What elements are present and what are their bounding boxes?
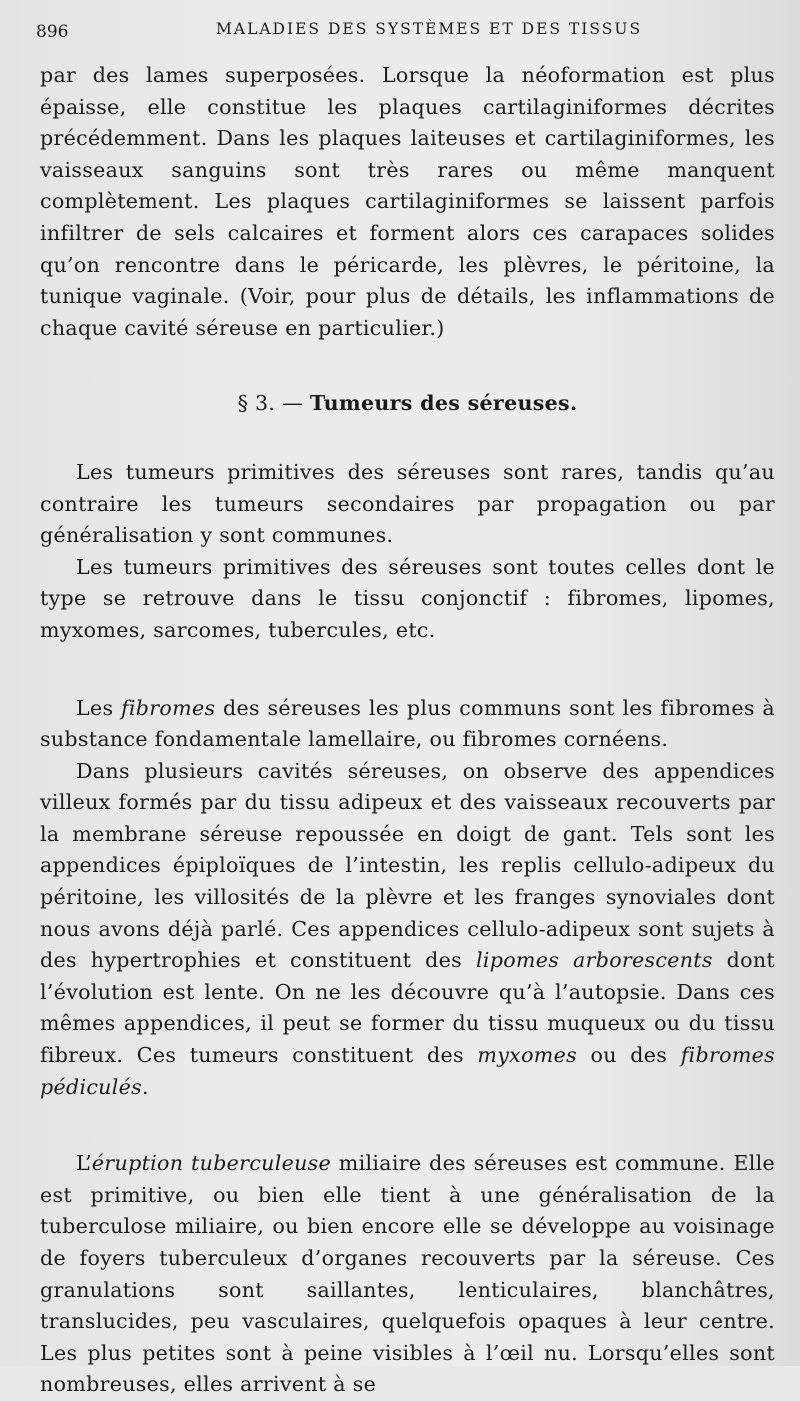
section-number: § 3. — xyxy=(237,391,304,416)
term-fibromes-pedicules: fibromes pédiculés xyxy=(40,1043,776,1099)
term-myxomes: myxomes xyxy=(477,1043,577,1068)
term-lipomes-arborescents: lipomes arborescents xyxy=(475,948,713,973)
page-number: 896 xyxy=(36,22,69,42)
section-title: Tumeurs des séreuses. xyxy=(309,391,578,416)
paragraph-tumeurs-intro: Les tumeurs primitives des séreuses sont rares, tandis qu’au contraire les tumeurs secondaires par propagation ou par généralisation y sont communes. xyxy=(40,459,775,548)
running-head xyxy=(36,18,776,46)
paragraph-fibromes: Les fibromes des séreuses les plus communs sont les fibromes à substance fondamentale lamellaire, ou fibromes cornéens. xyxy=(40,695,775,752)
header-title: MALADIES DES SYSTÈMES ET DES TISSUS xyxy=(216,20,643,38)
section-heading xyxy=(40,388,775,420)
paragraph-tumeurs-types: Les tumeurs primitives des séreuses sont toutes celles dont le type se retrouve dans le tissu conjonctif : fibromes, lipomes, myxomes, sarcomes, tubercules, etc. xyxy=(40,554,775,642)
paragraph-appendices: Dans plusieurs cavités séreuses, on observe des appendices villeux formés par du tissu adipeux et des vaisseaux recouverts par la membrane séreuse repoussée en doigt de gant. Tels sont les appendices épiploïques de l’intestin, les replis cellulo-adipeux du péritoine, les villosités de la plèvre et les franges synoviales dont nous avons déjà parlé. Ces appendices cellulo-adipeux sont sujets à des hypertrophies et constituent des lipomes arborescents dont l’évolution est lente. On ne les découvre qu’à l’autopsie. Dans ces mêmes appendices, il peut se former du tissu muqueux ou du tissu fibreux. Ces tumeurs constituent des myxomes ou des fibromes pédiculés. xyxy=(40,758,776,1099)
term-eruption-tuberculeuse: éruption tuberculeuse xyxy=(91,1151,332,1176)
paragraph-eruption-tuberculeuse: L’éruption tuberculeuse miliaire des séreuses est commune. Elle est primitive, ou bien elle tient à une généralisation de la tuberculose miliaire, ou bien encore elle se développe au voisinage de foyers tuberculeux d’organes recouverts par la séreuse. Ces granulations sont saillantes, lenticulaires, blanchâtres, translucides, peu vasculaires, quelquefois opaques à leur centre. Les plus petites sont à peine visibles à l’œil nu. Lorsqu’elles sont nombreuses, elles arrivent à se xyxy=(40,1151,775,1397)
term-fibromes: fibromes xyxy=(121,695,216,720)
paragraph-continuation: par des lames superposées. Lorsque la néoformation est plus épaisse, elle constitue les plaques cartilaginiformes décrites précédemment. Dans les plaques laiteuses et cartilaginiformes, les vaisseaux sanguins sont très rares ou même manquent complètement. Les plaques cartilaginiformes se laissent parfois infiltrer de sels calcaires et forment alors ces carapaces solides qu’on rencontre dans le péricarde, les plèvres, le péritoine, la tunique vaginale. (Voir, pour plus de détails, les inflammations de chaque cavité séreuse en particulier.) xyxy=(40,63,775,340)
body-text xyxy=(40,60,775,1401)
